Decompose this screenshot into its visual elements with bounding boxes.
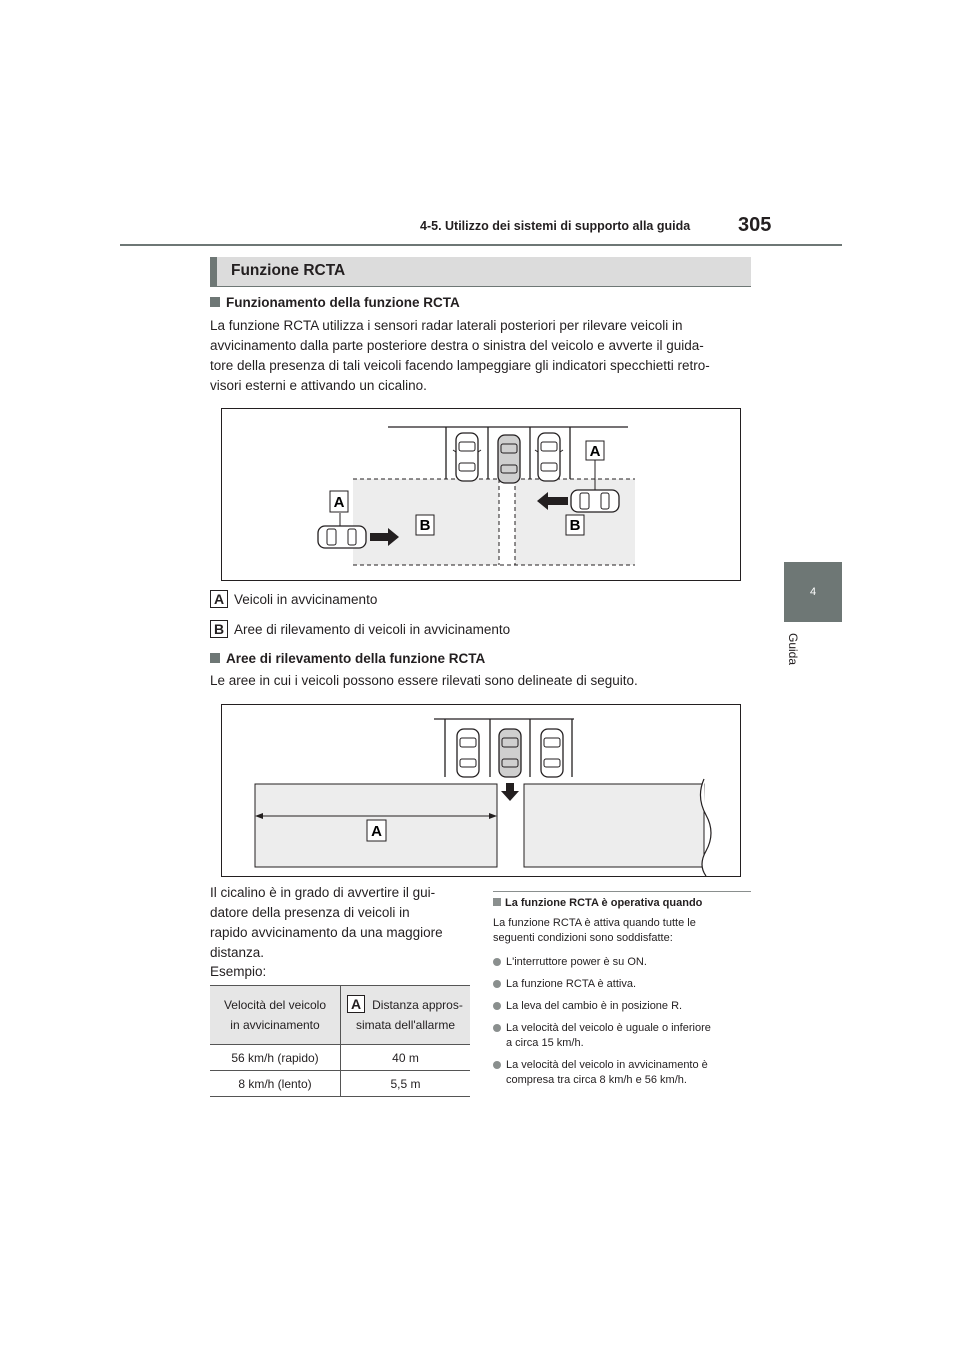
table-cell-speed: 8 km/h (lento) xyxy=(210,1071,341,1097)
approaching-car-right-icon xyxy=(571,490,619,512)
list-item xyxy=(493,999,755,1014)
subheading-areas xyxy=(210,651,485,666)
callout-a-right xyxy=(586,441,604,460)
paragraph-line: avvicinamento dalla parte posteriore destra o sinistra del veicolo e avverte il guida- xyxy=(210,338,704,353)
parked-car-icon xyxy=(453,433,481,481)
svg-text:A: A xyxy=(333,494,345,511)
bullet-dot-icon xyxy=(493,980,501,988)
conditions-heading-text: La funzione RCTA è operativa quando xyxy=(505,897,703,909)
list-item-line: compresa tra circa 8 km/h e 56 km/h. xyxy=(506,1074,687,1086)
paragraph-line: seguenti condizioni sono soddisfatte: xyxy=(493,932,673,944)
paragraph-line: La funzione RCTA è attiva quando tutte le xyxy=(493,917,696,929)
callout-b-left xyxy=(416,515,434,535)
paragraph-areas: Le aree in cui i veicoli possono essere rilevati sono delineate di seguito. xyxy=(210,673,638,688)
example-label: Esempio: xyxy=(210,964,267,979)
table-cell-distance: 5,5 m xyxy=(341,1071,471,1097)
list-item-line: L'interruttore power è su ON. xyxy=(506,956,647,968)
chapter-label xyxy=(776,625,836,685)
table-header-row xyxy=(210,986,470,1045)
table-cell-distance: 40 m xyxy=(341,1045,471,1071)
list-item-line: La leva del cambio è in posizione R. xyxy=(506,1000,683,1012)
table-row xyxy=(210,1071,470,1097)
svg-text:B: B xyxy=(569,517,581,534)
figure-rcta-areas xyxy=(221,704,741,877)
section-title: Funzione RCTA xyxy=(231,262,346,279)
section-title-rule xyxy=(210,286,751,287)
list-item xyxy=(493,955,755,970)
parking-diagram-1 xyxy=(222,409,740,580)
buzzer-paragraph xyxy=(210,883,475,963)
own-car-icon xyxy=(499,729,521,777)
table-cell-speed: 56 km/h (rapido) xyxy=(210,1045,341,1071)
table-header-distance xyxy=(341,986,471,1045)
table-header-speed xyxy=(210,986,341,1045)
bullet-dot-icon xyxy=(493,1002,501,1010)
square-bullet-icon xyxy=(493,898,501,906)
own-car-icon xyxy=(498,435,520,483)
chapter-label-text: Guida xyxy=(786,633,800,666)
legend-text-b: Aree di rilevamento di veicoli in avvicinamento xyxy=(234,621,511,637)
list-item-line: La velocità del veicolo è uguale o inferiore xyxy=(506,1022,711,1034)
svg-text:A: A xyxy=(371,823,382,840)
square-bullet-icon xyxy=(210,297,220,307)
table-key-a: A xyxy=(347,995,365,1013)
detection-area-right xyxy=(524,784,704,867)
legend-key-a: A xyxy=(210,590,228,608)
speed-distance-table xyxy=(210,985,470,1097)
conditions-intro xyxy=(493,916,751,946)
subheading-function-text: Funzionamento della funzione RCTA xyxy=(226,295,460,310)
header-line: Velocità del veicolo xyxy=(223,998,327,1012)
approaching-car-left-icon xyxy=(318,526,366,548)
header-line: simata dell'allarme xyxy=(356,1018,455,1032)
callout-b-right xyxy=(566,515,584,535)
bullet-dot-icon xyxy=(493,1024,501,1032)
list-item-line: La funzione RCTA è attiva. xyxy=(506,978,637,990)
conditions-list xyxy=(493,955,755,1088)
list-item-line: a circa 15 km/h. xyxy=(506,1037,584,1049)
paragraph-line: distanza. xyxy=(210,945,265,960)
paragraph-line: La funzione RCTA utilizza i sensori radar laterali posteriori per rilevare veicoli in xyxy=(210,318,683,333)
paragraph-line: visori esterni e attivando un cicalino. xyxy=(210,378,427,393)
list-item xyxy=(493,977,755,992)
right-column-rule xyxy=(493,891,751,892)
legend-text-a: Veicoli in avvicinamento xyxy=(234,591,378,607)
square-bullet-icon xyxy=(210,653,220,663)
parked-car-icon xyxy=(535,433,563,481)
paragraph-line: rapido avvicinamento da una maggiore xyxy=(210,925,443,940)
subheading-areas-text: Aree di rilevamento della funzione RCTA xyxy=(226,651,486,666)
list-item xyxy=(493,1058,755,1088)
table-row xyxy=(210,1045,470,1071)
running-header: 4-5. Utilizzo dei sistemi di supporto alla guida xyxy=(420,219,691,233)
section-title-bar xyxy=(210,257,751,287)
paragraph-line: tore della presenza di tali veicoli facendo lampeggiare gli indicatori specchietti retro- xyxy=(210,358,710,373)
paragraph-line: Il cicalino è in grado di avvertire il gui- xyxy=(210,885,436,900)
figure-rcta-operation xyxy=(221,408,741,581)
bullet-dot-icon xyxy=(493,958,501,966)
list-item xyxy=(493,1021,755,1051)
parked-car-icon xyxy=(457,729,479,777)
bullet-dot-icon xyxy=(493,1061,501,1069)
header-line: in avvicinamento xyxy=(230,1018,320,1032)
header-rule xyxy=(120,244,842,246)
header-line: Distanza appros- xyxy=(372,998,463,1012)
arrow-down-icon xyxy=(501,783,519,801)
callout-a-area xyxy=(367,820,386,841)
conditions-heading xyxy=(493,897,702,909)
list-item-line: La velocità del veicolo in avvicinamento è xyxy=(506,1059,708,1071)
svg-text:B: B xyxy=(419,517,431,534)
parked-car-icon xyxy=(541,729,563,777)
parking-diagram-2 xyxy=(222,705,740,876)
legend-item-a xyxy=(210,590,377,608)
paragraph-function xyxy=(210,316,770,396)
subheading-function xyxy=(210,295,460,310)
legend-key-b: B xyxy=(210,620,228,638)
svg-text:A: A xyxy=(589,443,601,460)
legend-item-b xyxy=(210,620,510,638)
callout-a-left xyxy=(330,491,348,512)
chapter-tab[interactable]: 4 xyxy=(784,562,842,622)
paragraph-line: datore della presenza di veicoli in xyxy=(210,905,410,920)
page-number: 305 xyxy=(738,214,772,236)
